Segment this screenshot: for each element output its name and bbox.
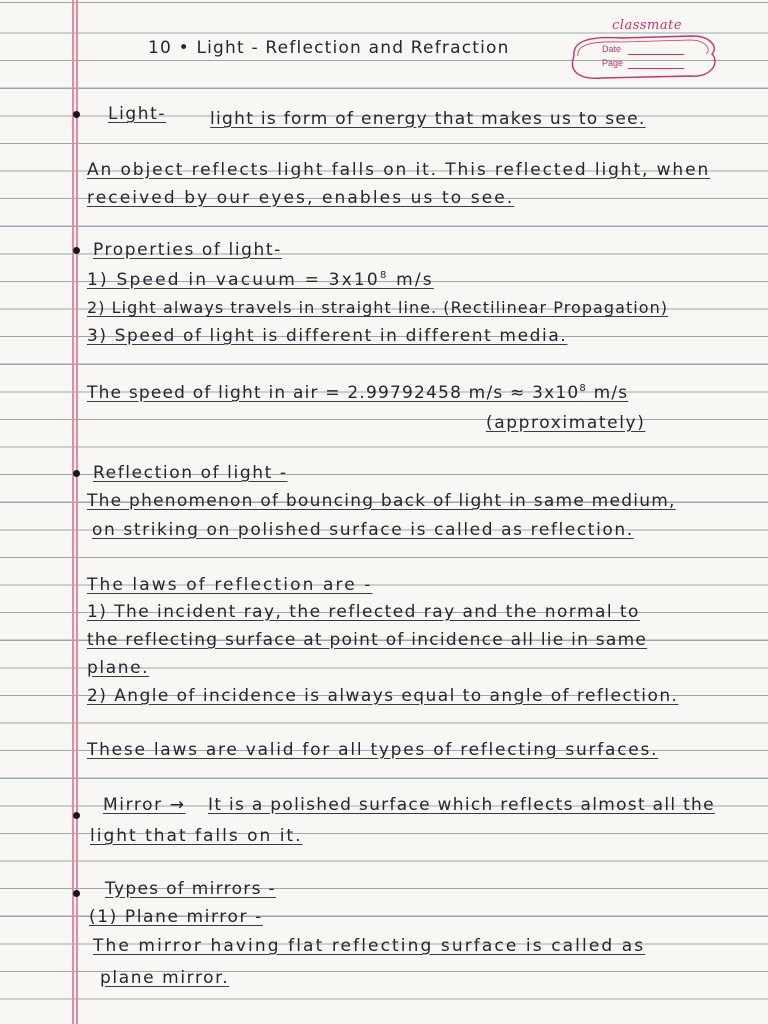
bullet-point bbox=[73, 812, 80, 819]
date-label: Date bbox=[602, 44, 622, 54]
laws-heading: The laws of reflection are - bbox=[87, 575, 373, 595]
page-label: Page bbox=[602, 58, 624, 68]
bullet-point bbox=[73, 111, 80, 118]
margin-line bbox=[76, 0, 78, 1024]
bullet-point bbox=[73, 247, 80, 254]
light-definition: light is form of energy that makes us to see. bbox=[210, 109, 646, 129]
heading-light: Light- bbox=[108, 104, 167, 124]
date-line bbox=[628, 54, 684, 55]
text-line: An object reflects light falls on it. This reflected light, when bbox=[87, 160, 711, 180]
bullet-point bbox=[73, 470, 80, 477]
law-2: 2) Angle of incidence is always equal to angle of reflection. bbox=[87, 686, 679, 706]
page-title: 10 • Light - Reflection and Refraction bbox=[148, 38, 510, 58]
mirror-definition: It is a polished surface which reflects almost all the bbox=[208, 795, 715, 815]
approximately-note: (approximately) bbox=[486, 413, 646, 433]
text-line: light that falls on it. bbox=[90, 826, 303, 846]
law-1-continued: plane. bbox=[87, 658, 150, 678]
law-1-continued: the reflecting surface at point of incidence all lie in same bbox=[87, 630, 648, 650]
text-line: on striking on polished surface is called as reflection. bbox=[92, 520, 634, 540]
property-3: 3) Speed of light is different in different media. bbox=[87, 326, 568, 346]
text-line: plane mirror. bbox=[100, 968, 230, 988]
subheading-plane-mirror: (1) Plane mirror - bbox=[89, 907, 263, 927]
margin-line bbox=[72, 0, 74, 1024]
speed-in-air: The speed of light in air = 2.99792458 $m/s \approx 3x10^8$ m/s bbox=[87, 383, 629, 403]
heading-types-of-mirrors: Types of mirrors - bbox=[105, 879, 276, 899]
brand-logo-text: classmate bbox=[612, 18, 683, 33]
bullet-point bbox=[73, 890, 80, 897]
property-1: 1) Speed in vacuum = $3x10^8$ m/s bbox=[87, 270, 434, 290]
law-1: 1) The incident ray, the reflected ray and the normal to bbox=[87, 602, 640, 622]
heading-reflection: Reflection of light - bbox=[93, 463, 288, 483]
text-line: These laws are valid for all types of reflecting surfaces. bbox=[87, 740, 659, 760]
brand-logo-frame bbox=[562, 28, 722, 84]
page-line bbox=[628, 68, 684, 69]
heading-mirror: Mirror → bbox=[103, 795, 186, 815]
text-line: The phenomenon of bouncing back of light in same medium, bbox=[87, 491, 676, 511]
property-2: 2) Light always travels in straight line. (Rectilinear Propagation) bbox=[87, 298, 669, 317]
text-line: received by our eyes, enables us to see. bbox=[87, 188, 515, 208]
text-line: The mirror having flat reflecting surface is called as bbox=[93, 936, 646, 956]
heading-properties: Properties of light- bbox=[93, 240, 282, 260]
